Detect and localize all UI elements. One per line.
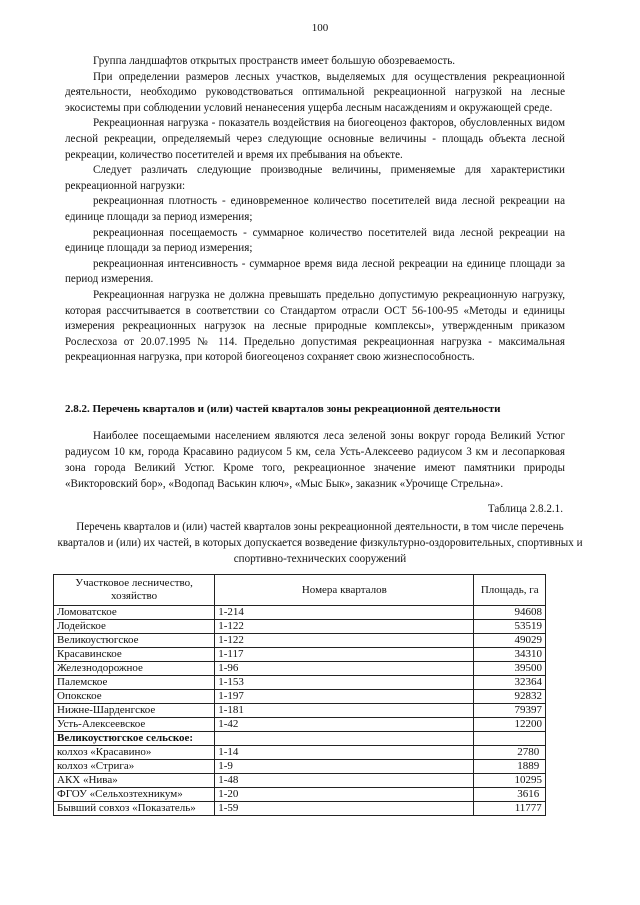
cell-forestry: Палемское bbox=[54, 676, 215, 690]
cell-area: 12200 bbox=[474, 718, 546, 732]
table-row bbox=[54, 648, 546, 662]
table-row bbox=[54, 690, 546, 704]
table-row bbox=[54, 760, 546, 774]
cell-forestry: Железнодорожное bbox=[54, 662, 215, 676]
cell-forestry: Великоустюгское bbox=[54, 634, 215, 648]
paragraph: Рекреационная нагрузка не должна превышать предельно допустимую рекреационную нагрузку, которая рассчитывается в соответствии со Стандартом отрасли ОСТ 56-100-95 «Методы и единицы измерения рекреационных нагрузок на лесные природные комплексы», утвержденным приказом Рослесхоза от 20.07.1995 № 114. Предельно допустимая рекреационная нагрузка - максимальная рекреационная нагрузка, при которой биогеоценоз сохраняет свою жизнеспособность. bbox=[65, 288, 565, 364]
table-row bbox=[54, 606, 546, 620]
cell-area: 3616 bbox=[474, 788, 546, 802]
paragraph: Следует различать следующие производные величины, применяемые для характеристики рекреационной нагрузки: bbox=[65, 164, 565, 192]
cell-area: 49029 bbox=[474, 634, 546, 648]
cell-forestry: Бывший совхоз «Показатель» bbox=[54, 802, 215, 816]
cell-quarters: 1-153 bbox=[215, 676, 474, 690]
table-row bbox=[54, 676, 546, 690]
cell-forestry: Усть-Алексеевское bbox=[54, 718, 215, 732]
cell-quarters: 1-197 bbox=[215, 690, 474, 704]
cell-quarters: 1-96 bbox=[215, 662, 474, 676]
cell-forestry: АКХ «Нива» bbox=[54, 774, 215, 788]
cell-area: 94608 bbox=[474, 606, 546, 620]
cell-quarters: 1-122 bbox=[215, 634, 474, 648]
table-row bbox=[54, 788, 546, 802]
cell-forestry: колхоз «Стрига» bbox=[54, 760, 215, 774]
cell-forestry: Лодейское bbox=[54, 620, 215, 634]
cell-area: 92832 bbox=[474, 690, 546, 704]
cell-quarters: 1-20 bbox=[215, 788, 474, 802]
table-row bbox=[54, 732, 546, 746]
page-number: 100 bbox=[311, 22, 329, 34]
paragraph: рекреационная плотность - единовременное количество посетителей вида лесной рекреации на единице площади за период измерения; bbox=[65, 195, 565, 223]
paragraph: При определении размеров лесных участков, выделяемых для осуществления рекреационной деятельности, необходимо руководствоваться оптимальной рекреационной нагрузкой на лесные экосистемы при соблюдении условий ненанесения ущерба лесным насаждениям и окружающей среде. bbox=[65, 70, 565, 114]
table-row bbox=[54, 620, 546, 634]
cell-quarters: 1-42 bbox=[215, 718, 474, 732]
cell-area: 53519 bbox=[474, 620, 546, 634]
cell-forestry: Опокское bbox=[54, 690, 215, 704]
body-text-section-2 bbox=[65, 428, 565, 492]
cell-quarters: 1-9 bbox=[215, 760, 474, 774]
cell-forestry: Ломоватское bbox=[54, 606, 215, 620]
cell-forestry: Нижне-Шарденгское bbox=[54, 704, 215, 718]
cell-forestry: ФГОУ «Сельхозтехникум» bbox=[54, 788, 215, 802]
table-header-row bbox=[54, 575, 546, 606]
table-number: Таблица 2.8.2.1. bbox=[487, 503, 563, 515]
cell-quarters: 1-59 bbox=[215, 802, 474, 816]
body-text-section-1 bbox=[65, 54, 565, 366]
cell-area: 1889 bbox=[474, 760, 546, 774]
cell-quarters: 1-48 bbox=[215, 774, 474, 788]
header-quarters: Номера кварталов bbox=[215, 575, 474, 606]
cell-quarters: 1-14 bbox=[215, 746, 474, 760]
table-row bbox=[54, 718, 546, 732]
header-area: Площадь, га bbox=[474, 575, 546, 606]
cell-area: 10295 bbox=[474, 774, 546, 788]
table-row bbox=[54, 746, 546, 760]
cell-forestry: колхоз «Красавино» bbox=[54, 746, 215, 760]
paragraph: Наиболее посещаемыми населением являются леса зеленой зоны вокруг города Великий Устюг радиусом 10 км, города Красавино радиусом 5 км, села Усть-Алексеево радиусом 3 км и лесопарковая зона города Великий Устюг. Кроме того, рекреационное значение имеют памятники природы «Викторовский бор», «Водопад Васькин ключ», «Мыс Бык», заказник «Урочище Стрельна». bbox=[65, 430, 565, 490]
paragraph: рекреационная интенсивность - суммарное время вида лесной рекреации на единице площади за период измерения. bbox=[65, 257, 565, 286]
table-row bbox=[54, 634, 546, 648]
cell-area: 39500 bbox=[474, 662, 546, 676]
section-heading: 2.8.2. Перечень кварталов и (или) частей кварталов зоны рекреационной деятельности bbox=[65, 403, 501, 415]
table-row bbox=[54, 704, 546, 718]
cell-quarters bbox=[215, 732, 474, 746]
paragraph: Группа ландшафтов открытых пространств имеет большую обозреваемость. bbox=[93, 55, 456, 67]
cell-forestry: Красавинское bbox=[54, 648, 215, 662]
section-row-label: Великоустюгское сельское: bbox=[54, 732, 215, 746]
cell-area: 34310 bbox=[474, 648, 546, 662]
cell-quarters: 1-117 bbox=[215, 648, 474, 662]
header-forestry: Участковое лесничество, хозяйство bbox=[54, 575, 215, 606]
paragraph: рекреационная посещаемость - суммарное количество посетителей вида лесной рекреации на единице площади за период измерения; bbox=[65, 226, 565, 255]
cell-area: 79397 bbox=[474, 704, 546, 718]
cell-area bbox=[474, 732, 546, 746]
paragraph: Рекреационная нагрузка - показатель воздействия на биогеоценоз факторов, обусловленных видом лесной рекреации, определяемый через следующие основные величины - площадь объекта лесной рекреации, количество посетителей и время их пребывания на объекте. bbox=[65, 117, 565, 161]
cell-quarters: 1-122 bbox=[215, 620, 474, 634]
cell-quarters: 1-181 bbox=[215, 704, 474, 718]
cell-area: 11777 bbox=[474, 802, 546, 816]
cell-quarters: 1-214 bbox=[215, 606, 474, 620]
table-title: Перечень кварталов и (или) частей кварталов зоны рекреационной деятельности, в том числе перечень кварталов и (или) их частей, в которых допускается возведение физкультурно-оздоровительных, спортивных и спортивно-технических сооружений bbox=[57, 521, 583, 565]
quarters-table bbox=[53, 574, 546, 816]
cell-area: 32364 bbox=[474, 676, 546, 690]
table-row bbox=[54, 662, 546, 676]
cell-area: 2780 bbox=[474, 746, 546, 760]
table-row bbox=[54, 774, 546, 788]
table-row bbox=[54, 802, 546, 816]
